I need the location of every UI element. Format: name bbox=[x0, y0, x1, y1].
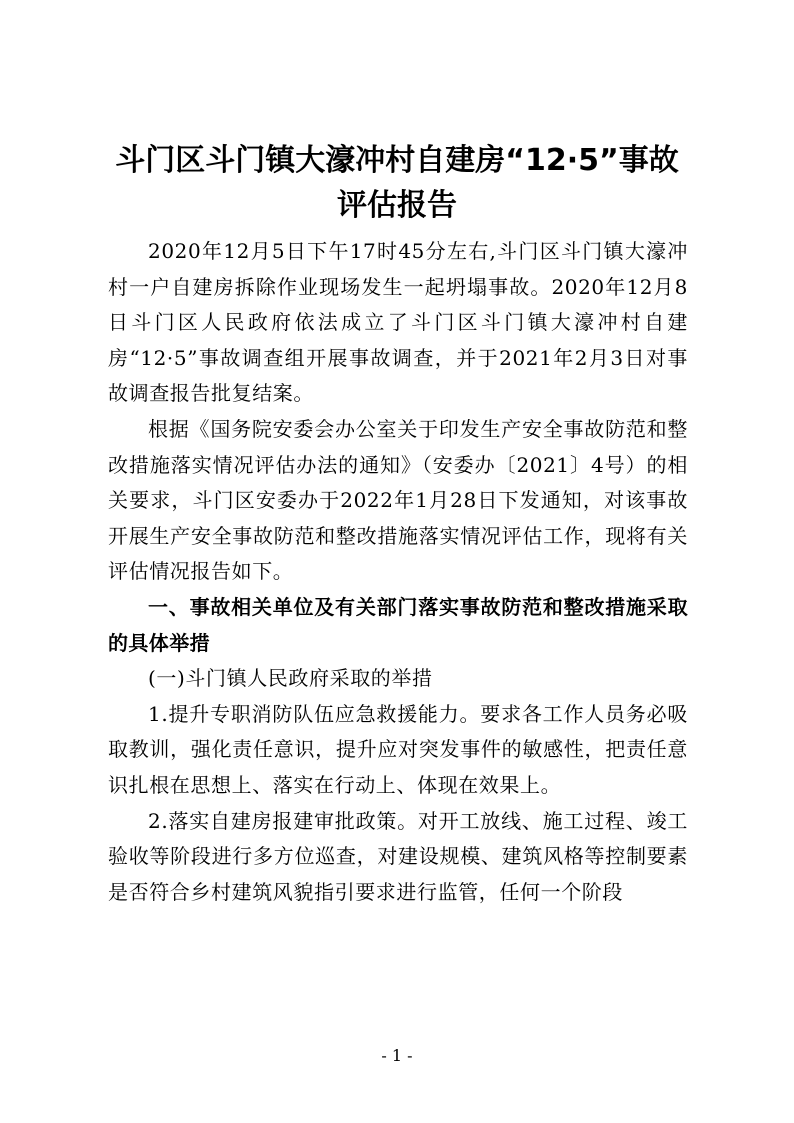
page-number: - 1 - bbox=[381, 1046, 413, 1065]
section-heading-1: 一、事故相关单位及有关部门落实事故防范和整改措施采取的具体举措 bbox=[108, 594, 688, 655]
document-title-line-2: 评估报告 bbox=[337, 188, 457, 223]
paragraph-accident-overview: 2020年12月5日下午17时45分左右,斗门区斗门镇大濠冲村一户自建房拆除作业现场发生一起坍塌事故。2020年12月8日斗门区人民政府依法成立了斗门区斗门镇大濠冲村自建房“12·5”事故调查组开展事故调查，并于2021年2月3日对事故调查报告批复结案。 bbox=[108, 239, 688, 406]
document-body bbox=[108, 234, 688, 910]
document-title-line-1: 斗门区斗门镇大濠冲村自建房“12·5”事故 bbox=[115, 143, 679, 178]
list-item-2: 2.落实自建房报建审批政策。对开工放线、施工过程、竣工验收等阶段进行多方位巡查，对建设规模、建筑风格等控制要素是否符合乡村建筑风貌指引要求进行监管，任何一个阶段 bbox=[108, 808, 688, 904]
list-item-1: 1.提升专职消防队伍应急救援能力。要求各工作人员务必吸取教训，强化责任意识，提升应对突发事件的敏感性，把责任意识扎根在思想上、落实在行动上、体现在效果上。 bbox=[108, 701, 688, 797]
subsection-heading-1: (一)斗门镇人民政府采取的举措 bbox=[148, 666, 433, 691]
paragraph-evaluation-basis: 根据《国务院安委会办公室关于印发生产安全事故防范和整改措施落实情况评估办法的通知》（安委办〔2021〕4号）的相关要求，斗门区安委办于2022年1月28日下发通知，对该事故开展生产安全事故防范和整改措施落实情况评估工作，现将有关评估情况报告如下。 bbox=[108, 416, 688, 584]
